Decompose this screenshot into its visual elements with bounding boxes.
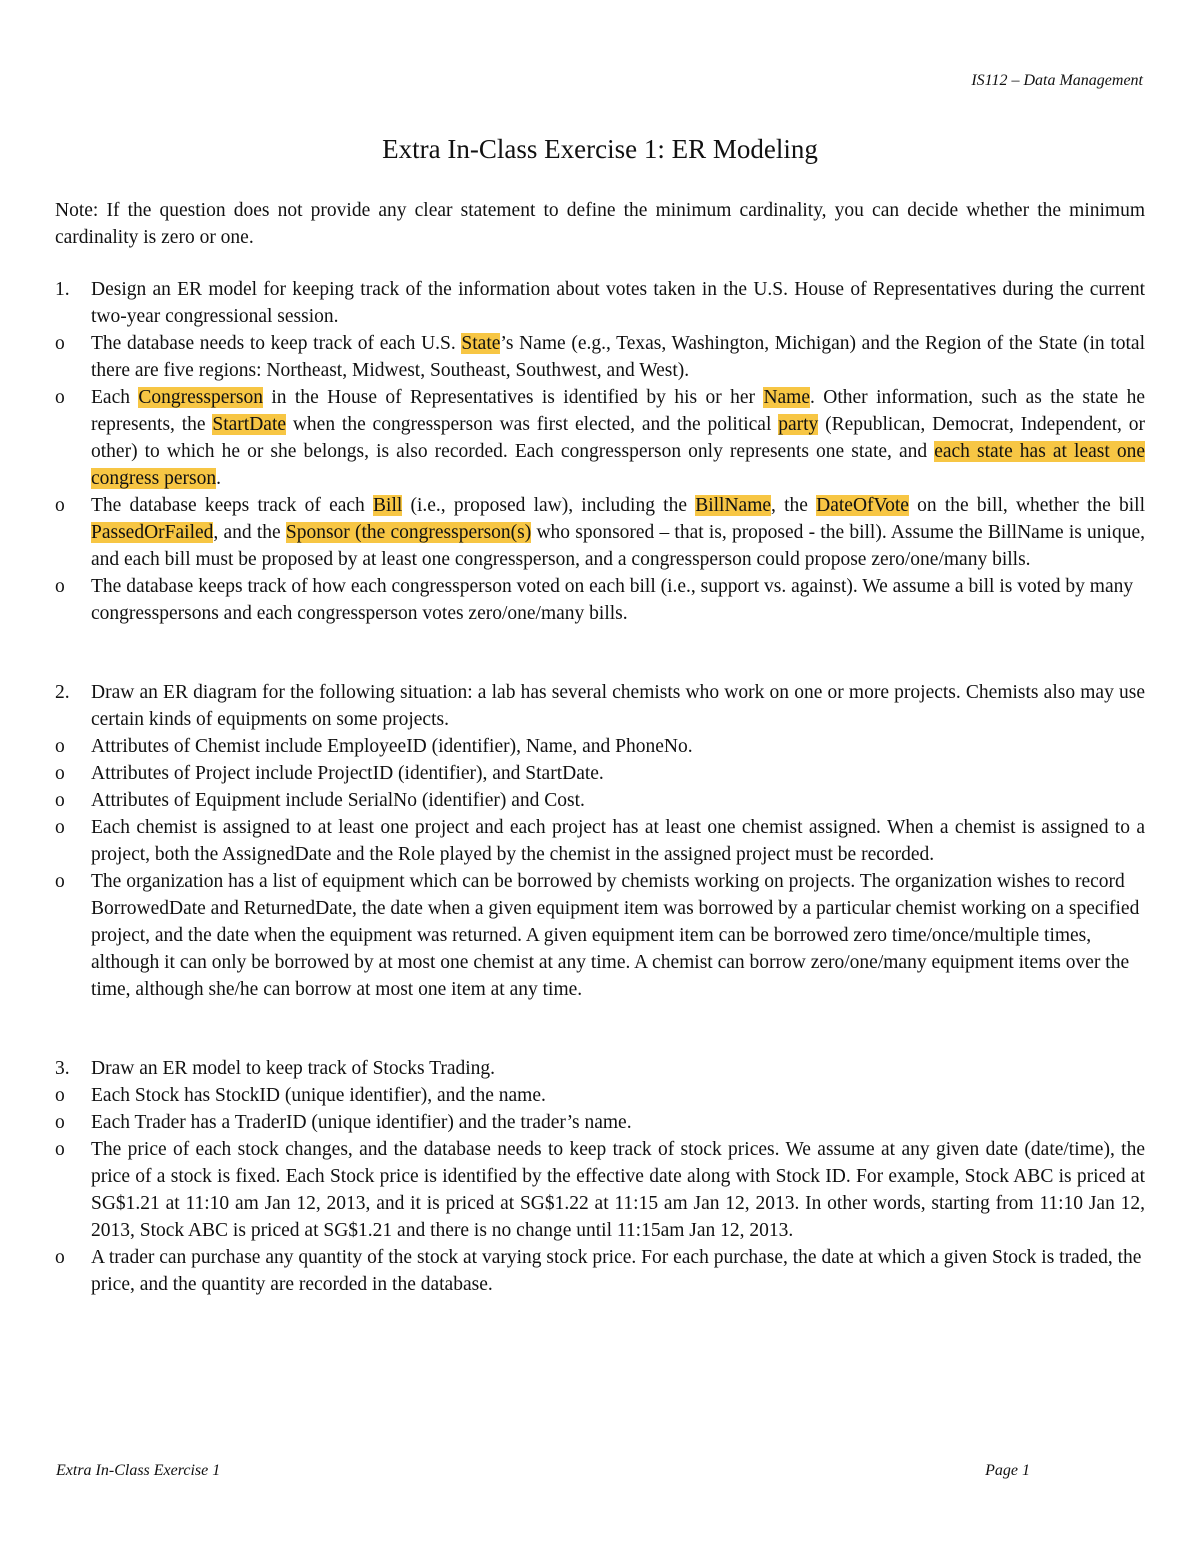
- bullet-text: Attributes of Equipment include SerialNo (identifier) and Cost.: [91, 790, 585, 811]
- bullet-text: The database needs to keep track of each U.S. State’s Name (e.g., Texas, Washington, Michigan) and the Region of the State (in total there are five regions: Northeast, Midwest, Southeast, Southwest, and West).: [91, 333, 1145, 381]
- page-title: Extra In-Class Exercise 1: ER Modeling: [382, 134, 818, 164]
- list-item: [55, 1082, 1145, 1109]
- question-number: 1.: [55, 279, 70, 300]
- highlight-bill: Bill: [373, 495, 403, 516]
- question-number: 2.: [55, 682, 70, 703]
- list-item: [55, 1109, 1145, 1136]
- highlight-state: State: [461, 333, 501, 354]
- question-number: 3.: [55, 1058, 70, 1079]
- bullet-text: The organization has a list of equipment which can be borrowed by chemists working on projects. The organization wishes to record BorrowedDate and ReturnedDate, the date when a given equipment item was borrowed by a particular chemist working on a specified project, and the date when the equipment was returned. A given equipment item can be borrowed zero time/once/multiple times, although it can only be borrowed by at most one chemist at any time. A chemist can borrow zero/one/many equipment items over the time, although she/he can borrow at most one item at any time.: [91, 871, 1140, 1000]
- document-body: [55, 197, 1145, 1298]
- bullet-marker: o: [55, 736, 65, 757]
- highlight-passedorfailed: PassedOrFailed: [91, 522, 214, 543]
- bullet-text: Each Stock has StockID (unique identifier), and the name.: [91, 1085, 546, 1106]
- list-item: [55, 492, 1145, 573]
- bullet-marker: o: [55, 495, 65, 516]
- highlight-sponsor: Sponsor (the congressperson(s): [285, 522, 532, 543]
- list-item: [55, 868, 1145, 1003]
- question-text: Draw an ER diagram for the following situation: a lab has several chemists who work on one or more projects. Chemists also may use certain kinds of equipments on some projects.: [91, 682, 1145, 730]
- question-2-intro: [55, 679, 1145, 733]
- highlight-name: Name: [763, 387, 810, 408]
- list-item: [55, 733, 1145, 760]
- highlight-party: party: [778, 414, 819, 435]
- bullet-marker: o: [55, 1247, 65, 1268]
- list-item: [55, 573, 1145, 627]
- bullet-text: The database keeps track of how each congressperson voted on each bill (i.e., support vs. against). We assume a bill is voted by many congresspersons and each congressperson votes zero/one/many bills.: [91, 576, 1134, 624]
- list-item: [55, 1136, 1145, 1244]
- bullet-marker: o: [55, 1139, 65, 1160]
- bullet-text: The database keeps track of each Bill (i.e., proposed law), including the BillName, the DateOfVote on the bill, whether the bill PassedOrFailed, and the Sponsor (the congressperson(s) who sponsored – that is, proposed - the bill). Assume the BillName is unique, and each bill must be proposed by at least one congressperson, and a congressperson could propose zero/one/many bills.: [91, 495, 1145, 570]
- highlight-congressperson: Congressperson: [138, 387, 263, 408]
- highlight-each-state: each state has at least one congress person: [91, 441, 1145, 489]
- bullet-marker: o: [55, 333, 65, 354]
- highlight-dateofvote: DateOfVote: [816, 495, 909, 516]
- question-1: [55, 276, 1145, 627]
- bullet-text: A trader can purchase any quantity of the stock at varying stock price. For each purchase, the date at which a given Stock is traded, the price, and the quantity are recorded in the database.: [91, 1247, 1142, 1295]
- bullet-marker: o: [55, 387, 65, 408]
- bullet-marker: o: [55, 1085, 65, 1106]
- bullet-marker: o: [55, 576, 65, 597]
- course-header: IS112 – Data Management: [971, 72, 1143, 89]
- page-number: Page 1: [985, 1462, 1030, 1479]
- bullet-text: Each Congressperson in the House of Representatives is identified by his or her Name. Other information, such as the state he represents, the StartDate when the congressperson was first elected, and the political party (Republican, Democrat, Independent, or other) to which he or she belongs, is also recorded. Each congressperson only represents one state, and each state has at least one congress person.: [91, 387, 1145, 489]
- bullet-marker: o: [55, 871, 65, 892]
- question-text: Design an ER model for keeping track of the information about votes taken in the U.S. House of Representatives during the current two-year congressional session.: [91, 279, 1145, 327]
- question-text: Draw an ER model to keep track of Stocks Trading.: [91, 1058, 496, 1079]
- bullet-marker: o: [55, 790, 65, 811]
- bullet-text: The price of each stock changes, and the database needs to keep track of stock prices. We assume at any given date (date/time), the price of a stock is fixed. Each Stock price is identified by the effective date along with Stock ID. For example, Stock ABC is priced at SG$1.21 at 11:10 am Jan 12, 2013, and it is priced at SG$1.22 at 11:15 am Jan 12, 2013. In other words, starting from 11:10 Jan 12, 2013, Stock ABC is priced at SG$1.21 and there is no change until 11:15am Jan 12, 2013.: [91, 1139, 1145, 1241]
- bullet-text: Each Trader has a TraderID (unique identifier) and the trader’s name.: [91, 1112, 632, 1133]
- list-item: [55, 814, 1145, 868]
- list-item: [55, 384, 1145, 492]
- bullet-text: Each chemist is assigned to at least one project and each project has at least one chemist assigned. When a chemist is assigned to a project, both the AssignedDate and the Role played by the chemist in the assigned project must be recorded.: [91, 817, 1145, 865]
- question-1-intro: [55, 276, 1145, 330]
- list-item: [55, 1244, 1145, 1298]
- bullet-marker: o: [55, 1112, 65, 1133]
- bullet-marker: o: [55, 817, 65, 838]
- bullet-text: Attributes of Chemist include EmployeeID (identifier), Name, and PhoneNo.: [91, 736, 693, 757]
- question-2: [55, 679, 1145, 1003]
- question-3: [55, 1055, 1145, 1298]
- bullet-text: Attributes of Project include ProjectID (identifier), and StartDate.: [91, 763, 604, 784]
- highlight-billname: BillName: [695, 495, 772, 516]
- highlight-startdate: StartDate: [212, 414, 287, 435]
- list-item: [55, 787, 1145, 814]
- question-3-intro: [55, 1055, 1145, 1082]
- footer-title: Extra In-Class Exercise 1: [56, 1462, 221, 1479]
- list-item: [55, 330, 1145, 384]
- list-item: [55, 760, 1145, 787]
- cardinality-note: Note: If the question does not provide any clear statement to define the minimum cardinality, you can decide whether the minimum cardinality is zero or one.: [55, 200, 1145, 248]
- bullet-marker: o: [55, 763, 65, 784]
